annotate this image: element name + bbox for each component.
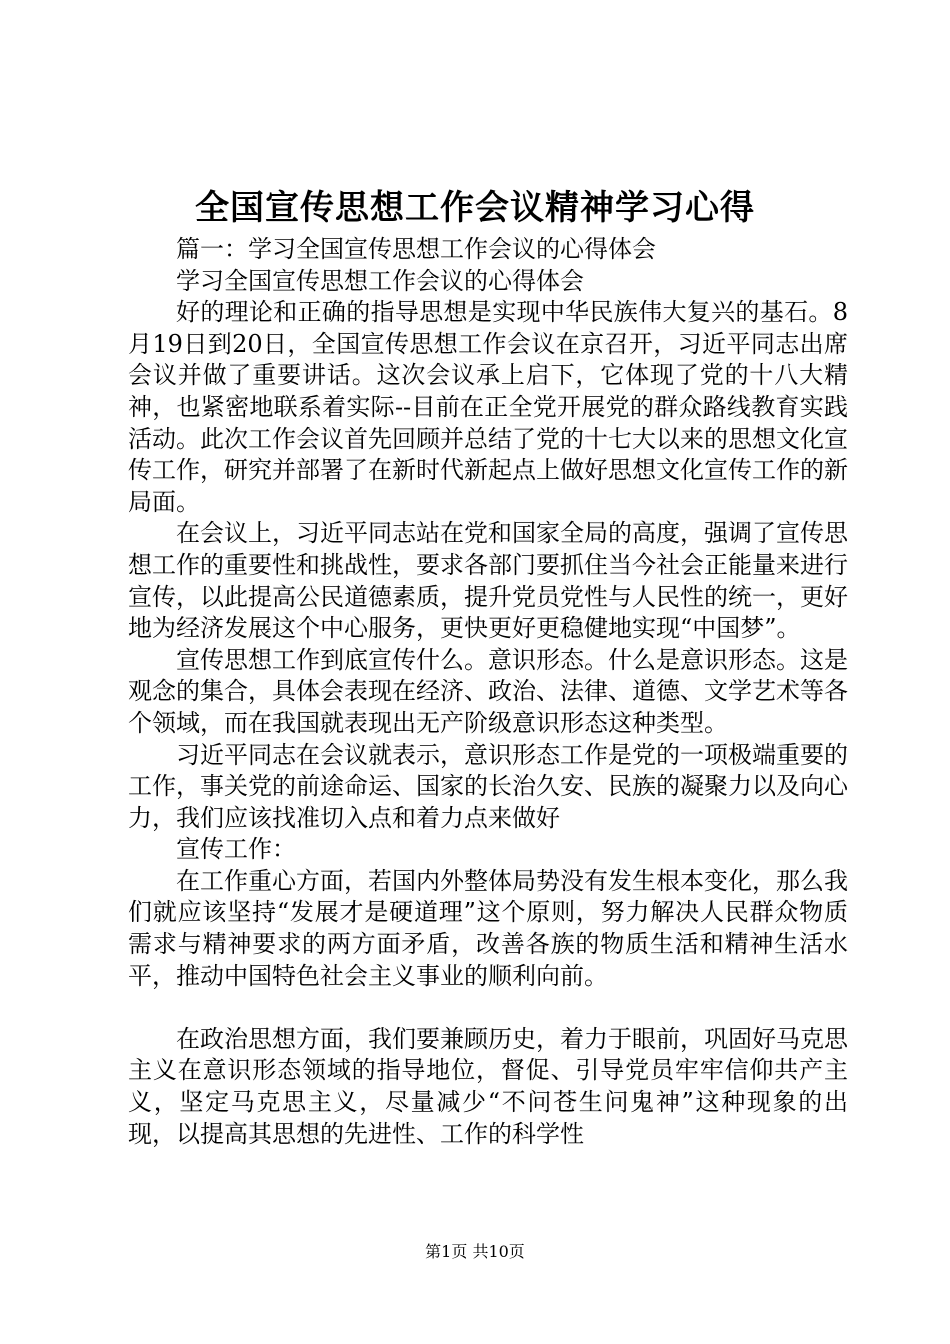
paragraph: 在会议上，习近平同志站在党和国家全局的高度，强调了宣传思想工作的重要性和挑战性，要求各部门要抓住当今社会正能量来进行宣传，以此提高公民道德素质，提升党员党性与人民性的统一，更好地为经济发展这个中心服务，更快更好更稳健地实现“中国梦”。 bbox=[128, 519, 848, 643]
paragraph: 宣传工作： bbox=[176, 835, 296, 864]
blank-line bbox=[128, 992, 848, 1024]
document-title: 全国宣传思想工作会议精神学习心得 bbox=[195, 188, 755, 228]
section-heading: 篇一：学习全国宣传思想工作会议的心得体会 bbox=[176, 235, 656, 263]
document-body bbox=[128, 234, 848, 1150]
paragraph: 在工作重心方面，若国内外整体局势没有发生根本变化，那么我们就应该坚持“发展才是硬道理”这个原则，努力解决人民群众物质需求与精神要求的两方面矛盾，改善各族的物质生活和精神生活水平，推动中国特色社会主义事业的顺利向前。 bbox=[128, 866, 848, 990]
paragraph: 在政治思想方面，我们要兼顾历史，着力于眼前，巩固好马克思主义在意识形态领域的指导地位，督促、引导党员牢牢信仰共产主义，坚定马克思主义，尽量减少“不问苍生问鬼神”这种现象的出现，以提高其思想的先进性、工作的科学性 bbox=[128, 1024, 848, 1148]
paragraph: 好的理论和正确的指导思想是实现中华民族伟大复兴的基石。8月19日到20日，全国宣传思想工作会议在京召开，习近平同志出席会议并做了重要讲话。这次会议承上启下，它体现了党的十八大精神，也紧密地联系着实际--目前在正全党开展党的群众路线教育实践活动。此次工作会议首先回顾并总结了党的十七大以来的思想文化宣传工作，研究并部署了在新时代新起点上做好思想文化宣传工作的新局面。 bbox=[128, 298, 848, 516]
subtitle: 学习全国宣传思想工作会议的心得体会 bbox=[176, 266, 584, 295]
page-footer: 第1页 共10页 bbox=[425, 1242, 525, 1261]
paragraph: 习近平同志在会议就表示，意识形态工作是党的一项极端重要的工作，事关党的前途命运、国家的长治久安、民族的凝聚力以及向心力，我们应该找准切入点和着力点来做好 bbox=[128, 740, 848, 832]
paragraph: 宣传思想工作到底宣传什么。意识形态。什么是意识形态。这是观念的集合，具体会表现在经济、政治、法律、道德、文学艺术等各个领域，而在我国就表现出无产阶级意识形态这种类型。 bbox=[128, 645, 848, 737]
